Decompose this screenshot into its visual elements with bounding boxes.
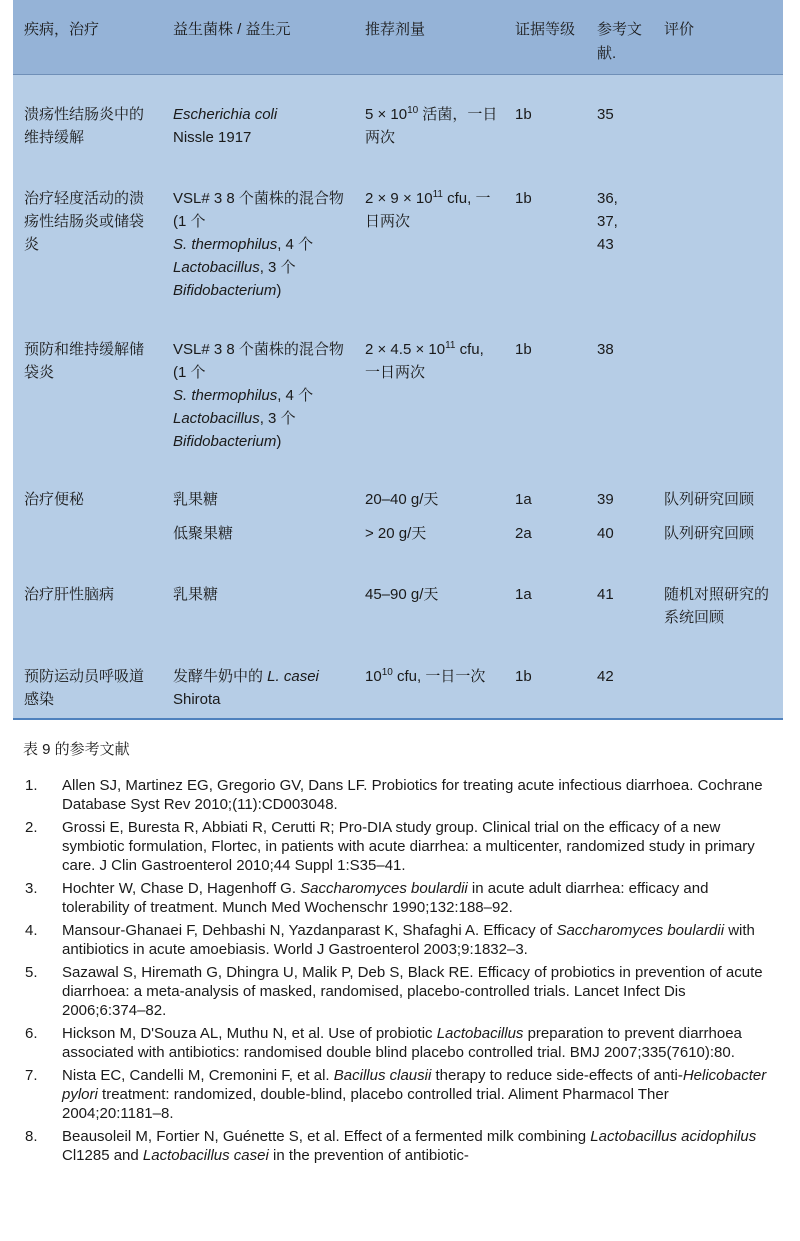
row4-dose: 20–40 g/天 (365, 491, 439, 508)
row3-dose: $2 \times 4.5 \times 10^{11}$ cfu, 一日两次 (365, 340, 484, 381)
reference-item: 4. Mansour-Ghanaei F, Dehbashi N, Yazdanparast K, Shafaghi A. Efficacy of Saccharomyces boulardii with antibiotics in acute amoebiasis. World J Gastroenterol 2003;9:1832–3. (25, 922, 755, 958)
row6-condition: 治疗肝性脑病 (24, 586, 115, 603)
row5-ref: 40 (597, 525, 614, 542)
row6-comment: 随机对照研究的系统回顾 (664, 586, 770, 626)
header-comment: 评价 (664, 21, 695, 38)
row5-dose: > 20 g/天 (365, 525, 427, 542)
table-header (13, 0, 783, 75)
row7-condition: 预防运动员呼吸道感染 (24, 668, 145, 708)
row2-strain: VSL# 3 8 个菌株的混合物(1 个 S. thermophilus, 4 个 Lactobacillus, 3 个 Bifidobacterium) (173, 190, 344, 299)
table-body (13, 75, 783, 720)
row5-level: 2a (515, 525, 532, 542)
row4-strain: 乳果糖 (173, 491, 219, 508)
reference-item: 3. Hochter W, Chase D, Hagenhoff G. Saccharomyces boulardii in acute adult diarrhea: efficacy and tolerability of treatment. Munch Med Wochenschr 1990;132:188–92. (25, 880, 709, 916)
reference-list (25, 776, 770, 1169)
row7-level: 1b (515, 668, 532, 685)
row4-ref: 39 (597, 491, 614, 508)
row7-ref: 42 (597, 668, 614, 685)
row1-level: 1b (515, 106, 532, 123)
header-references: 参考文献. (597, 21, 643, 62)
row4-comment: 队列研究回顾 (664, 491, 755, 508)
row5-comment: 队列研究回顾 (664, 525, 755, 542)
row3-strain: VSL# 3 8 个菌株的混合物(1 个 S. thermophilus, 4 个 Lactobacillus, 3 个 Bifidobacterium) (173, 341, 344, 450)
reference-item: 7. Nista EC, Candelli M, Cremonini F, et al. Bacillus clausii therapy to reduce side-effects of anti-Helicobacter pylori treatment: randomized, double-blind, placebo controlled trial. Aliment Pharmacol Ther 2004;20:1181–8. (25, 1067, 767, 1122)
row2-dose: $2 \times 9 \times 10^{11}$ cfu, 一日两次 (365, 189, 491, 230)
row1-dose: $5 \times 10^{10}$ 活菌，一日两次 (365, 105, 498, 146)
reference-item: 6. Hickson M, D'Souza AL, Muthu N, et al. Use of probiotic Lactobacillus preparation to prevent diarrhoea associated with antibiotics: randomised double blind placebo controlled trial. BMJ 2007;335(7610):80. (25, 1025, 742, 1061)
row7-strain: 发酵牛奶中的 L. casei Shirota (173, 668, 319, 708)
row1-strain: Escherichia coli Nissle 1917 (173, 106, 278, 146)
row6-dose: 45–90 g/天 (365, 586, 439, 603)
row4-condition: 治疗便秘 (24, 491, 85, 508)
reference-item: 2. Grossi E, Buresta R, Abbiati R, Cerutti R; Pro-DIA study group. Clinical trial on the efficacy of a new symbiotic formulation, Flortec, in patients with acute diarrhea: a multicenter, randomized study in primary care. J Clin Gastroenterol 2010;44 Suppl 1:S35–41. (25, 819, 755, 874)
header-condition: 疾病，治疗 (24, 21, 100, 38)
row3-condition: 预防和维持缓解储袋炎 (24, 341, 145, 381)
header-strain: 益生菌株 / 益生元 (173, 21, 291, 38)
reference-item: 1. Allen SJ, Martinez EG, Gregorio GV, Dans LF. Probiotics for treating acute infectious diarrhoea. Cochrane Database Syst Rev 2010;(11):CD003048. (25, 777, 763, 813)
recommendation-table (13, 0, 783, 720)
header-dose: 推荐剂量 (365, 21, 426, 38)
row6-level: 1a (515, 586, 532, 603)
row7-dose: $10^{10}$ cfu, 一日一次 (365, 667, 486, 685)
row2-level: 1b (515, 190, 532, 207)
row2-condition: 治疗轻度活动的溃疡性结肠炎或储袋炎 (24, 190, 145, 253)
row1-ref: 35 (597, 106, 614, 123)
reference-item: 8. Beausoleil M, Fortier N, Guénette S, et al. Effect of a fermented milk combining Lactobacillus acidophilus Cl1285 and Lactobacillus casei in the prevention of antibiotic- (25, 1128, 757, 1164)
row6-ref: 41 (597, 586, 614, 603)
row5-strain: 低聚果糖 (173, 525, 234, 542)
row6-strain: 乳果糖 (173, 586, 219, 603)
row3-ref: 38 (597, 341, 614, 358)
table-bottom-border (13, 718, 783, 720)
reference-item: 5. Sazawal S, Hiremath G, Dhingra U, Malik P, Deb S, Black RE. Efficacy of probiotics in prevention of acute diarrhoea: a meta-analysis of masked, randomised, placebo-controlled trials. Lancet Infect Dis 2006;6:374–82. (25, 964, 763, 1019)
header-evidence-level: 证据等级 (515, 21, 576, 38)
row1-condition: 溃疡性结肠炎中的维持缓解 (24, 106, 145, 146)
row3-level: 1b (515, 341, 532, 358)
row4-level: 1a (515, 491, 532, 508)
references-caption: 表 9 的参考文献 (23, 741, 130, 758)
row2-ref: 36, 37, 43 (597, 190, 618, 253)
